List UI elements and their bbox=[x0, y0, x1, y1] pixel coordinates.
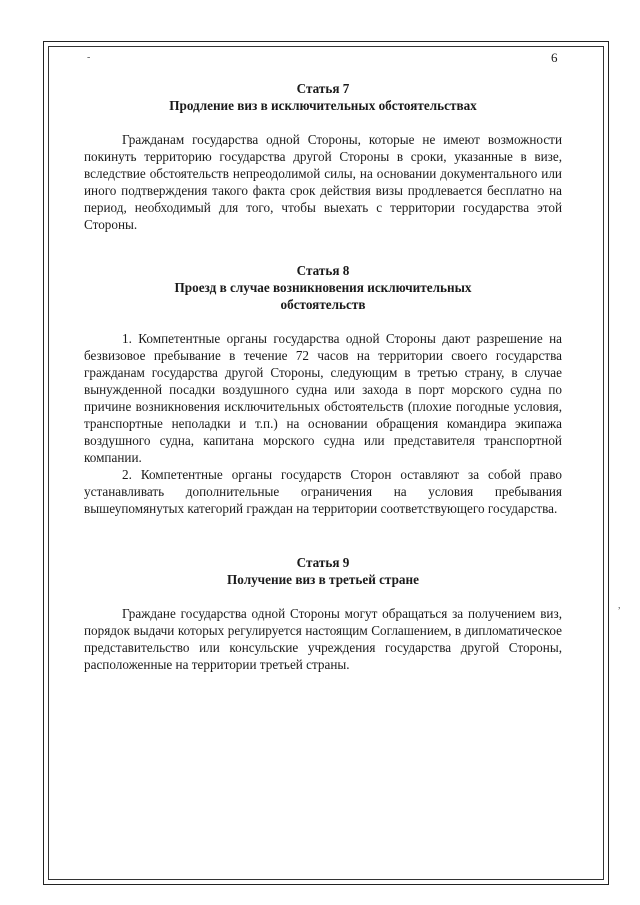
article-paragraph: Граждане государства одной Стороны могут обращаться за получением виз, порядок выдачи которых регулируется настоящим Соглашением, в дипломатическое представительство или консульские учреждения государства другой Стороны, расположенные на территории третьей страны. bbox=[84, 606, 562, 672]
article-7 bbox=[84, 80, 562, 233]
article-heading bbox=[84, 554, 562, 588]
article-paragraph: Гражданам государства одной Стороны, которые не имеют возможности покинуть территорию государства другой Стороны в сроки, указанные в визе, вследствие обстоятельств непреодолимой силы, на основании документального или иного подтверждения такого факта срок действия визы продлевается бесплатно на период, необходимый для того, чтобы выехать с территории государства этой Стороны. bbox=[84, 132, 562, 232]
article-8 bbox=[84, 262, 562, 517]
article-number: Статья 9 bbox=[296, 555, 350, 570]
margin-mark: - bbox=[87, 52, 91, 63]
article-paragraph: 1. Компетентные органы государства одной Стороны дают разрешение на безвизовое пребывание в течение 72 часов на территории своего государства гражданам государства другой Стороны, следующим в третью страну, в случае вынужденной посадки воздушного судна или захода в порт морского судна по причине возникновения исключительных обстоятельств (плохие погодные условия, транспортные неполадки и т.п.) на основании обращения командира экипажа воздушного судна, капитана морского судна или представителя транспортной компании. bbox=[84, 331, 562, 465]
article-title: Продление виз в исключительных обстоятельствах bbox=[169, 98, 477, 113]
article-9 bbox=[84, 554, 562, 673]
margin-mark: , bbox=[618, 600, 621, 611]
article-heading bbox=[84, 262, 562, 313]
article-number: Статья 8 bbox=[296, 263, 350, 278]
article-title: Проезд в случае возникновения исключительных bbox=[174, 280, 472, 295]
article-paragraph: 2. Компетентные органы государств Сторон оставляют за собой право устанавливать дополнительные ограничения на условия пребывания вышеупомянутых категорий граждан на территории соответствующего государства. bbox=[84, 467, 562, 516]
article-heading bbox=[84, 80, 562, 114]
article-number: Статья 7 bbox=[296, 81, 350, 96]
article-title: Получение виз в третьей стране bbox=[227, 572, 419, 587]
page-number: 6 bbox=[551, 50, 558, 65]
article-title: обстоятельств bbox=[280, 297, 366, 312]
